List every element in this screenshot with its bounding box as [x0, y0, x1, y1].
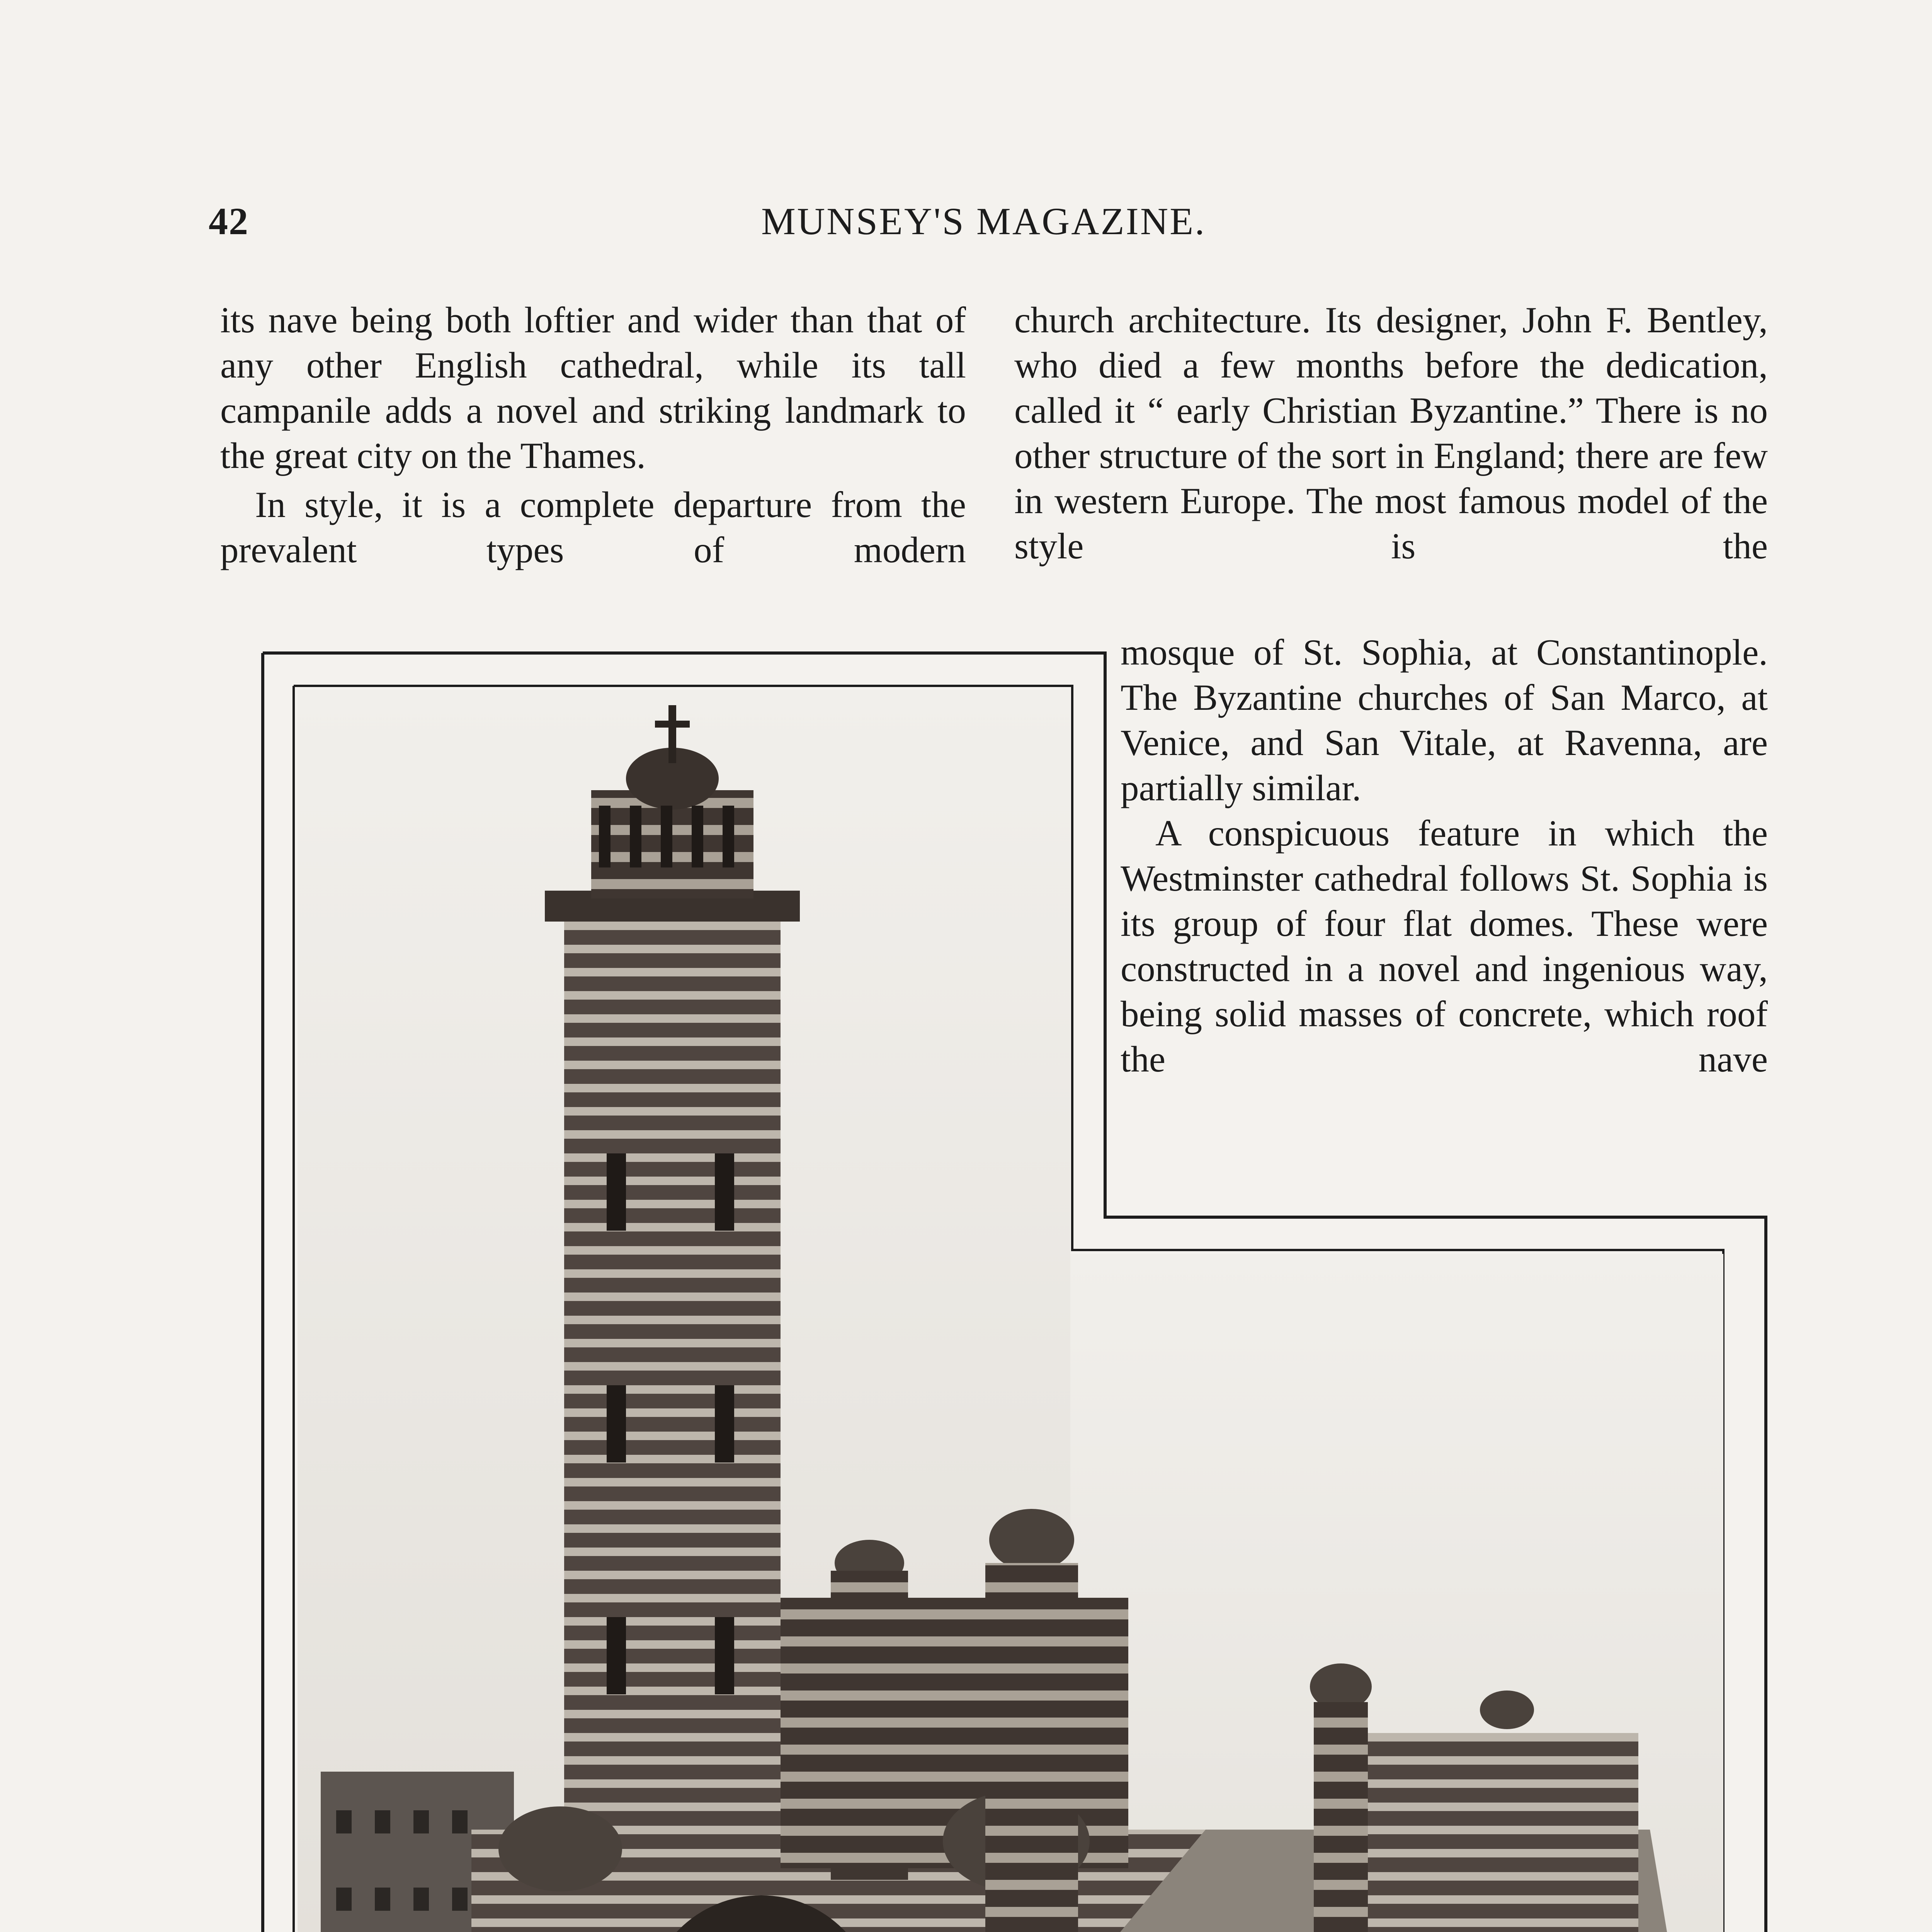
- page-number: 42: [209, 200, 249, 243]
- body-paragraph: church architecture. Its designer, John F. Bentley, who died a few months before the dedication, called it “ early Christian Byzantine.” There is no other structure of the sort in England; there are few in western Europe. The most famous model of the style is the: [1014, 299, 1768, 566]
- dome: [989, 1509, 1074, 1571]
- dome: [1480, 1690, 1534, 1729]
- dome: [498, 1806, 622, 1891]
- running-head: MUNSEY'S MAGAZINE.: [761, 200, 1206, 243]
- body-paragraph: mosque of St. Sophia, at Constantinople. The Byzantine churches of San Marco, at Venice, and San Vitale, at Ravenna, are partially similar.: [1121, 632, 1768, 808]
- body-paragraph: its nave being both loftier and wider than that of any other English cathedral, while its tall campanile adds a novel and striking landmark to the great city on the Thames.: [220, 299, 966, 476]
- cathedral-photograph: [298, 690, 1723, 1932]
- body-paragraph: A conspicuous feature in which the Westminster cathedral follows St. Sophia is its group of four flat domes. These were constructed in a novel and ingenious way, being solid masses of concrete, which roof the nave: [1121, 813, 1768, 1080]
- body-paragraph: In style, it is a complete departure from the prevalent types of modern: [220, 484, 966, 570]
